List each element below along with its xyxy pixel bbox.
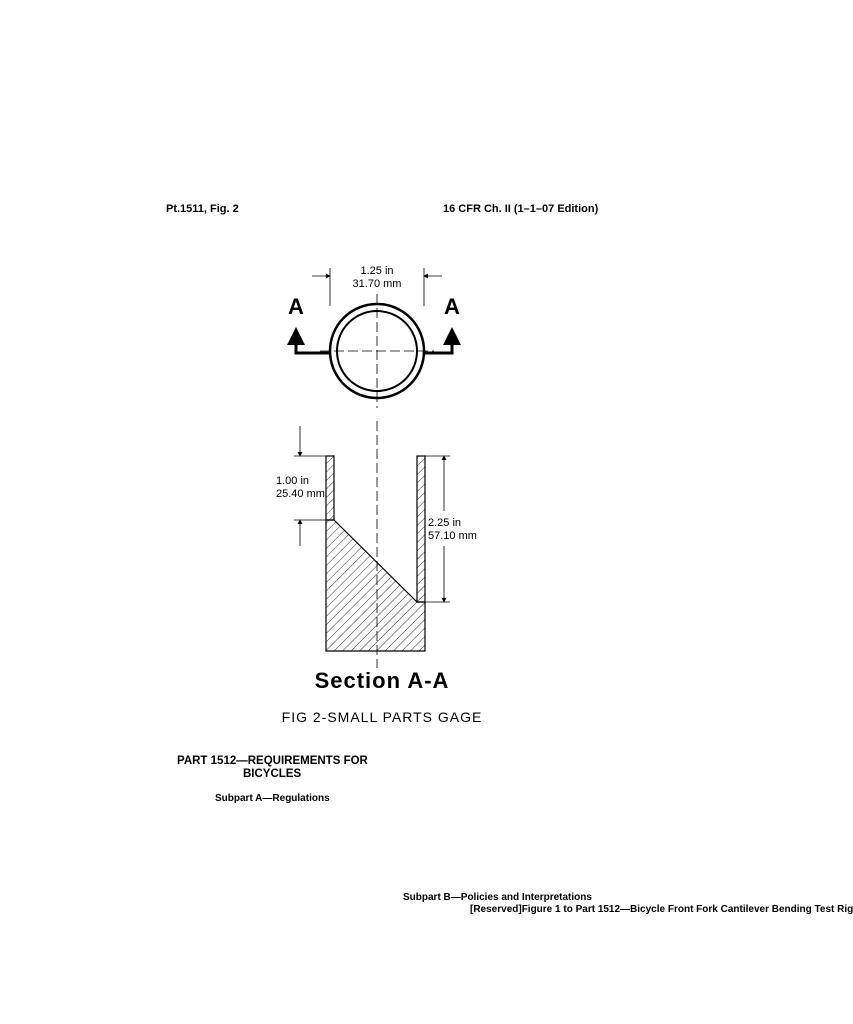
section-label: Section A-A xyxy=(314,668,450,693)
figure-caption: FIG 2-SMALL PARTS GAGE xyxy=(281,709,483,725)
section-marker-left: A xyxy=(288,294,304,319)
section-marker-right: A xyxy=(444,294,460,319)
left-dim-mm: 25.40 mm xyxy=(276,488,325,500)
top-dim-in: 1.25 in xyxy=(360,265,394,277)
running-header-right: 16 CFR Ch. II (1–1–07 Edition) xyxy=(443,203,599,215)
part-heading-line2: BICYCLES xyxy=(243,768,302,780)
reserved-figure-line: [Reserved]Figure 1 to Part 1512—Bicycle Front Fork Cantilever Bending Test Rig xyxy=(470,904,853,915)
subpart-b-heading: Subpart B—Policies and Interpretations xyxy=(403,892,592,903)
subpart-a-heading: Subpart A—Regulations xyxy=(215,793,330,804)
running-header-left: Pt.1511, Fig. 2 xyxy=(166,203,239,215)
right-dim-mm: 57.10 mm xyxy=(428,530,477,542)
part-heading-line1: PART 1512—REQUIREMENTS FOR xyxy=(177,755,368,767)
gage-section-view xyxy=(294,421,450,668)
small-parts-gage-figure xyxy=(262,256,502,726)
top-dim-mm: 31.70 mm xyxy=(352,278,402,290)
right-dim-in: 2.25 in xyxy=(428,517,462,529)
left-dim-in: 1.00 in xyxy=(276,475,310,487)
part-heading xyxy=(177,755,407,781)
